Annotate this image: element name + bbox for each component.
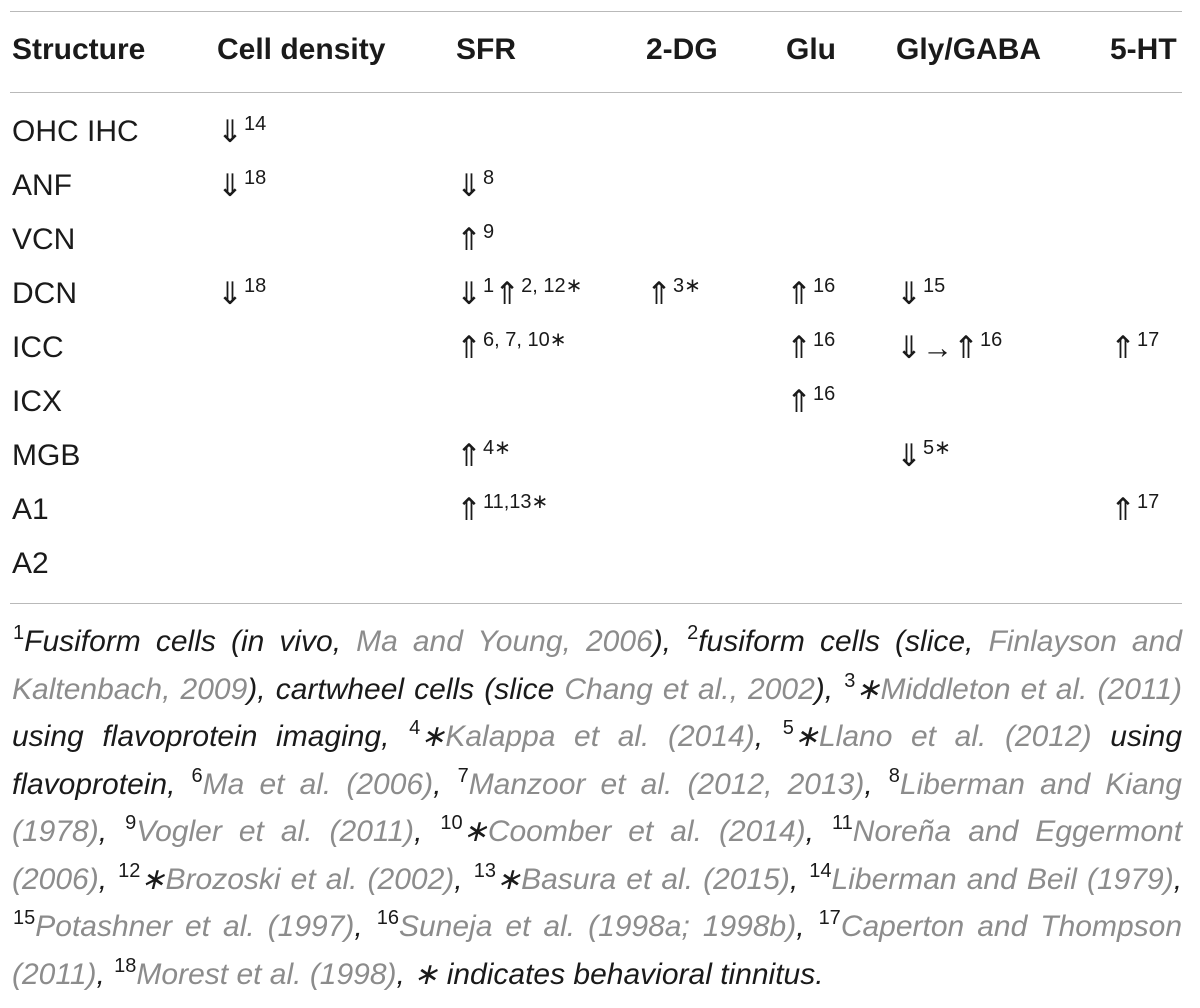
- footnote-number: 11: [832, 812, 853, 834]
- header-cell-density: Cell density: [217, 33, 386, 66]
- footnote-number: 13: [473, 859, 496, 882]
- cell-density: [217, 168, 266, 208]
- citation-link: Morest et al. (1998): [136, 957, 397, 991]
- footnote-number: 17: [818, 907, 841, 929]
- cell-structure: VCN: [12, 223, 76, 256]
- footnote-number: 10: [440, 812, 463, 834]
- cell-structure: MGB: [12, 439, 81, 472]
- footnote-number: 18: [114, 954, 137, 977]
- footnote-segment: ,: [454, 862, 473, 896]
- change-arrow: ⇓: [217, 114, 243, 149]
- change-arrow: ⇓: [456, 276, 482, 311]
- header-gly-gaba: Gly/GABA: [896, 33, 1042, 66]
- footnote-segment: fusiform cells (slice,: [698, 625, 989, 658]
- table-bottom-rule: [10, 603, 1182, 604]
- table-header-rule: [10, 92, 1182, 93]
- cell-sfr: [456, 492, 548, 532]
- reference-number: 17: [1136, 329, 1160, 351]
- cell-glu: [786, 330, 835, 370]
- footnote-segment: ,: [354, 910, 376, 943]
- cell-structure: A2: [12, 547, 49, 580]
- footnote-segment: ,: [805, 815, 832, 848]
- citation-link: Suneja et al. (1998a; 1998b): [398, 910, 797, 943]
- reference-number: 1: [482, 275, 495, 297]
- reference-number: 15: [922, 275, 946, 297]
- footnote-segment: ∗: [495, 862, 522, 896]
- change-arrow: ⇑: [456, 222, 482, 257]
- header-2dg: 2-DG: [646, 33, 718, 66]
- footnote-number: 6: [191, 764, 203, 787]
- reference-number: 6, 7, 10∗: [482, 329, 567, 351]
- cell-structure: ICX: [12, 385, 63, 418]
- citation-link: Llano et al. (2012): [818, 720, 1092, 753]
- footnote-number: 12: [118, 859, 141, 882]
- cell-sfr: [456, 330, 566, 370]
- citation-link: Vogler et al. (2011): [136, 815, 415, 848]
- cell-density: [217, 276, 266, 316]
- change-arrow: ⇑: [456, 492, 482, 527]
- footnote-number: 9: [125, 812, 137, 834]
- reference-number: 4∗: [482, 437, 511, 459]
- change-arrow: ⇓: [217, 276, 243, 311]
- citation-link: Kalappa et al. (2014): [445, 720, 755, 753]
- reference-number: 3∗: [672, 275, 701, 297]
- reference-number: 17: [1136, 491, 1160, 513]
- footnote-segment: using flavoprotein imaging,: [12, 720, 409, 753]
- footnote-segment: ,: [414, 815, 440, 848]
- footnote-number: 7: [457, 764, 469, 787]
- header-5ht: 5-HT: [1110, 33, 1177, 66]
- reference-number: 18: [243, 167, 267, 189]
- citation-link: Liberman and Beil (1979): [831, 862, 1174, 896]
- change-arrow: ⇑: [786, 330, 812, 365]
- footnote-segment: ,: [864, 767, 888, 801]
- citation-link: Ma and Young, 2006: [356, 625, 653, 658]
- header-structure: Structure: [12, 33, 146, 66]
- footnote-number: 15: [13, 907, 36, 929]
- change-arrow: ⇓: [456, 168, 482, 203]
- footnote-segment: , ∗ indicates behavioral tinnitus.: [396, 957, 824, 991]
- citation-link: Manzoor et al. (2012, 2013): [468, 767, 865, 801]
- reference-number: 16: [979, 329, 1003, 351]
- table-footnote: [12, 620, 1182, 1000]
- table-top-rule: [10, 11, 1182, 12]
- cell-glu: [786, 276, 835, 316]
- footnote-number: 4: [409, 717, 421, 739]
- cell-sfr: [456, 438, 511, 478]
- citation-link: Middleton et al. (2011): [880, 672, 1183, 706]
- footnote-segment: ∗: [462, 815, 488, 848]
- footnote-segment: ∗: [793, 720, 819, 753]
- reference-number: 16: [812, 383, 836, 405]
- change-arrow: ⇑: [786, 276, 812, 311]
- footnote-segment: ,: [98, 862, 118, 896]
- footnote-segment: ∗: [420, 720, 446, 753]
- change-arrow: ⇑: [786, 384, 812, 419]
- cell-dg: [646, 276, 701, 316]
- change-arrow: ⇓→⇑: [896, 330, 979, 365]
- reference-number: 5∗: [922, 437, 951, 459]
- citation-link: Basura et al. (2015): [521, 862, 790, 896]
- footnote-number: 5: [782, 717, 794, 739]
- header-sfr: SFR: [456, 33, 516, 66]
- reference-number: 16: [812, 329, 836, 351]
- footnote-text: [12, 622, 1183, 991]
- footnote-number: 16: [376, 907, 399, 929]
- citation-link: Finlayson and Kaltenbach, 2009: [12, 625, 1182, 706]
- cell-structure: A1: [12, 493, 49, 526]
- change-arrow: ⇑: [1110, 492, 1136, 527]
- cell-structure: ANF: [12, 169, 72, 202]
- footnote-segment: ,: [796, 910, 818, 943]
- cell-structure: OHC IHC: [12, 115, 139, 148]
- citation-link: Liberman and Kiang (1978): [12, 767, 1182, 848]
- footnote-segment: using flavoprotein,: [12, 720, 1183, 801]
- change-arrow: ⇑: [1110, 330, 1136, 365]
- citation-link: Chang et al., 2002: [564, 672, 815, 706]
- header-glu: Glu: [786, 33, 836, 66]
- citation-link: Brozoski et al. (2002): [165, 862, 455, 896]
- cell-gaba: [896, 330, 1002, 370]
- footnote-segment: ,: [98, 815, 125, 848]
- citation-link: Ma et al. (2006): [202, 767, 434, 801]
- citation-link: Potashner et al. (1997): [35, 910, 355, 943]
- footnote-segment: ∗: [855, 672, 881, 706]
- footnote-segment: ,: [789, 862, 809, 896]
- footnote-number: 1: [13, 622, 25, 644]
- footnote-number: 14: [809, 859, 832, 882]
- footnote-number: 8: [888, 764, 900, 787]
- citation-link: Noreña and Eggermont (2006): [12, 815, 1183, 896]
- citation-link: Coomber et al. (2014): [487, 815, 806, 848]
- change-arrow: ⇑: [646, 276, 672, 311]
- cell-structure: ICC: [12, 331, 64, 364]
- cell-sfr: [456, 276, 582, 316]
- cell-density: [217, 114, 266, 154]
- cell-ht: [1110, 492, 1159, 532]
- footnote-number: 2: [687, 622, 699, 644]
- cell-ht: [1110, 330, 1159, 370]
- cell-sfr: [456, 168, 494, 208]
- change-arrow: ⇑: [456, 438, 482, 473]
- reference-number: 14: [243, 113, 267, 135]
- reference-number: 2, 12∗: [521, 275, 583, 297]
- cell-structure: DCN: [12, 277, 77, 310]
- footnote-segment: Fusiform cells (in vivo,: [24, 625, 357, 658]
- cell-gaba: [896, 276, 945, 316]
- footnote-segment: ,: [433, 767, 457, 801]
- change-arrow: ⇑: [494, 276, 521, 311]
- cell-sfr: [456, 222, 494, 262]
- reference-number: 9: [482, 221, 495, 243]
- footnote-segment: ,: [754, 720, 782, 753]
- change-arrow: ⇓: [896, 438, 922, 473]
- change-arrow: ⇓: [896, 276, 922, 311]
- cell-gaba: [896, 438, 951, 478]
- footnote-segment: ,: [96, 957, 114, 991]
- footnote-segment: ,: [1173, 862, 1183, 896]
- cell-glu: [786, 384, 835, 424]
- reference-number: 16: [812, 275, 836, 297]
- citation-link: Caperton and Thompson (2011): [12, 910, 1182, 991]
- reference-number: 8: [482, 167, 495, 189]
- change-arrow: ⇓: [217, 168, 243, 203]
- footnote-segment: ∗: [140, 862, 166, 896]
- footnote-segment: ),: [814, 672, 844, 706]
- reference-number: 18: [243, 275, 267, 297]
- footnote-number: 3: [844, 669, 856, 692]
- footnote-segment: ),: [652, 625, 687, 658]
- change-arrow: ⇑: [456, 330, 482, 365]
- footnote-segment: ), cartwheel cells (slice: [247, 672, 565, 706]
- reference-number: 11,13∗: [482, 491, 549, 513]
